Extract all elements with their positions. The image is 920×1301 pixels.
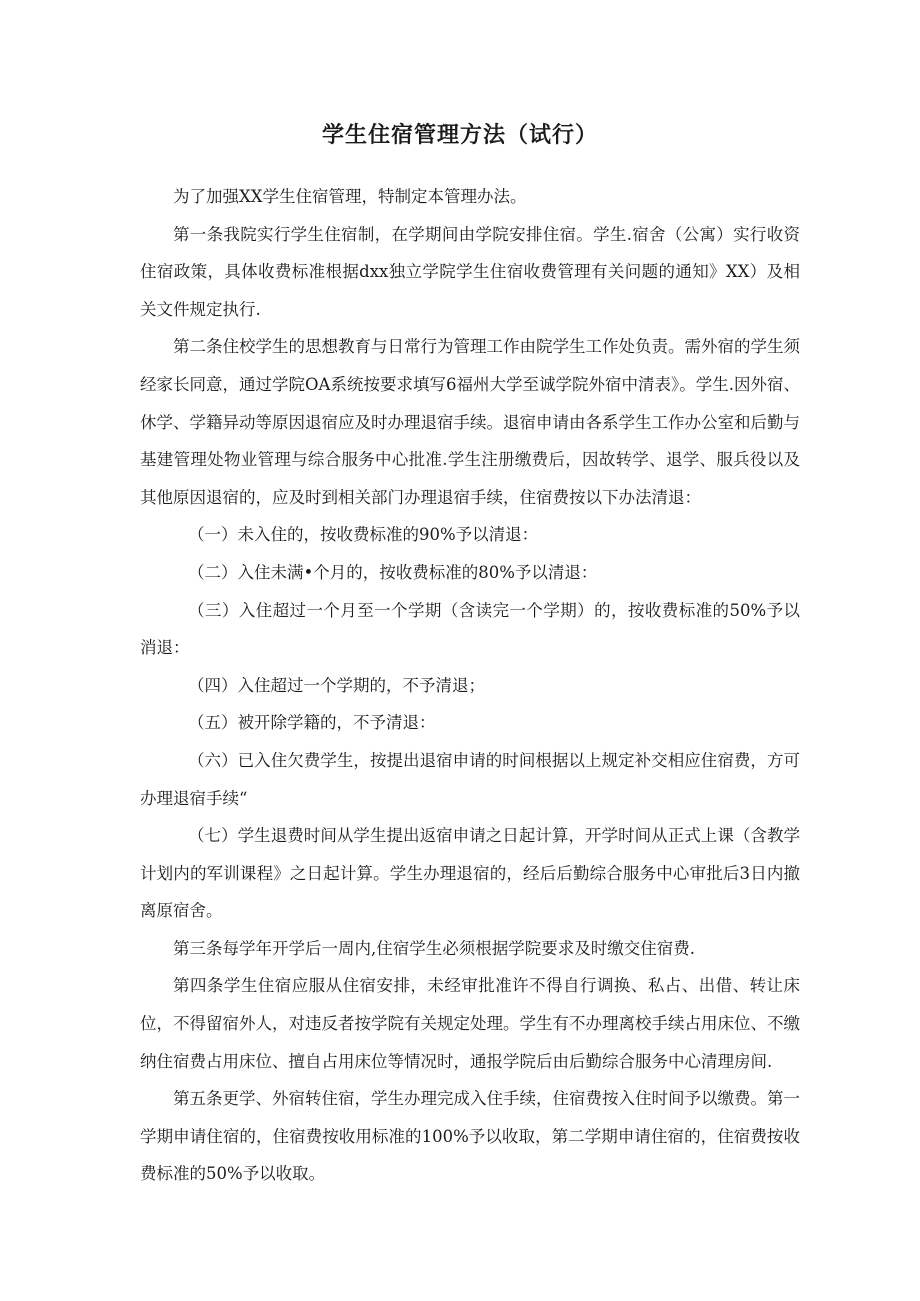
paragraph-article-4: 第四条学生住宿应服从住宿安排，未经审批准许不得自行调换、私占、出借、转让床位，不得留宿外人，对违反者按学院有关规定处理。学生有不办理离校手续占用床位、不缴纳住宿费占用床位、擅自占用床位等情况时，通报学院后由后勤综合服务中心清理房间. xyxy=(140,976,800,1071)
list-item-1: （一）未入住的，按收费标准的90%予以清退： xyxy=(188,525,539,545)
paragraph-article-1: 第一条我院实行学生住宿制，在学期间由学院安排住宿。学生.宿舍（公寓）实行收资住宿政策，具体收费标准根据dxx独立学院学生住宿收费管理有关问题的通知》XX）及相关文件规定执行. xyxy=(140,224,800,319)
list-item-2: （二）入住未满•个月的，按收费标准的80%予以清退： xyxy=(188,562,598,582)
list-item-5: （五）被开除学籍的，不予清退： xyxy=(188,713,436,733)
document-body xyxy=(140,178,800,1193)
list-item-3: （三）入住超过一个月至一个学期（含读完一个学期）的，按收费标准的50%予以消退： xyxy=(140,600,800,658)
list-item-7: （七）学生退费时间从学生提出返宿申请之日起计算，开学时间从正式上课（含教学计划内的军训课程》之日起计算。学生办理退宿的，经后后勤综合服务中心审批后3日内撤离原宿舍。 xyxy=(140,826,800,921)
list-item-6: （六）已入住欠费学生，按提出退宿申请的时间根据以上规定补交相应住宿费，方可办理退宿手续“ xyxy=(140,750,800,808)
paragraph-intro: 为了加强XX学生住宿管理，特制定本管理办法。 xyxy=(173,187,527,206)
document-title: 学生住宿管理方法（试行） xyxy=(321,123,598,148)
list-item-4: （四）入住超过一个学期的，不予清退； xyxy=(188,675,485,695)
paragraph-article-5: 第五条更学、外宿转住宿，学生办理完成入住手续，住宿费按入住时间予以缴费。第一学期申请住宿的，住宿费按收用标准的100%予以收取，第二学期申请住宿的，住宿费按收费标准的50%予以收取。 xyxy=(140,1089,800,1184)
paragraph-article-2: 第二条住校学生的思想教育与日常行为管理工作由院学生工作处负责。需外宿的学生须经家长同意，通过学院OA系统按要求填写6福州大学至诚学院外宿中清表》。学生.因外宿、休学、学籍异动等原因退宿应及时办理退宿手续。退宿申请由各系学生工作办公室和后勤与基建管理处物业管理与综合服务中心批准.学生注册缴费后，因故转学、退学、服兵役以及其他原因退宿的，应及时到相关部门办理退宿手续，住宿费按以下办法清退： xyxy=(140,337,800,507)
paragraph-article-3: 第三条每学年开学后一周内,住宿学生必须根据学院要求及时缴交住宿费. xyxy=(173,938,695,958)
